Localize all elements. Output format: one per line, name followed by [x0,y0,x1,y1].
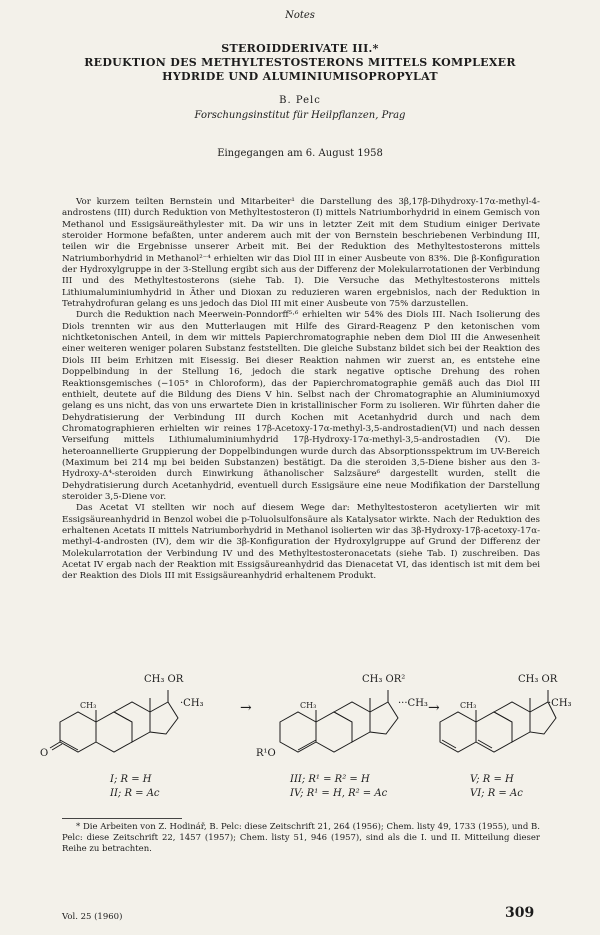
s3-ring-label: CH₃ [460,701,477,710]
page-number: 309 [505,905,535,921]
carbonyl-bond [50,742,60,748]
running-header: Notes [285,10,315,21]
paragraph-3: Das Acetat VI stellten wir noch auf diesem Wege dar: Methyltestosteron acetylierten wir mit Essigsäureanhydrid in Benzol wobei die p-Toluolsulfonsäure als Katalysator wirkte. Nach der Reduktion des erhaltenen Acetats II mittels Natriumborhydrid in Methanol isolierten wir das 3β-Hydroxy-17β-acetoxy-17α-methyl-4-androsten (IV), dem wir die 3β-Konfiguration der Hydroxylgruppe auf Grund der Differenz der Molekularrotation der Verbindung IV und des Methyltestosteronacetats (siehe Tab. I) zuschreiben. Das Acetat IV ergab nach der Reaktion mit Essigsäureanhydrid das Dienacetat VI, das identisch ist mit dem bei der Reaktion des Diols III mit Essigsäureanhydrid erhaltenem Produkt. [62,503,540,582]
s2-top-label: CH₃ OR² [362,674,406,685]
footnote-divider [62,818,182,819]
s2-caption-1: III; R¹ = R² = H [290,774,370,785]
ring-b [96,712,132,752]
ring-a [60,712,96,752]
title-line-1: STEROIDDERIVATE III.* [221,42,379,55]
chemical-structures [40,660,572,815]
structure-2 [280,690,398,752]
ring-c [114,702,150,742]
volume-info: Vol. 25 (1960) [62,912,123,922]
received-date: Eingegangen am 6. August 1958 [217,148,383,159]
structure-3 [440,690,556,752]
s3-caption-2: VI; R = Ac [470,788,523,799]
s1-caption-1: I; R = H [110,774,152,785]
structure-1 [50,690,178,752]
s1-caption-2: II; R = Ac [110,788,160,799]
s3-side-label: ·CH₃ [548,698,572,709]
article-body [62,197,540,583]
s1-left-label: O [40,748,49,759]
s1-top-label: CH₃ OR [144,674,184,685]
s2-caption-2: IV; R¹ = H, R² = Ac [290,788,388,799]
article-title [60,42,540,84]
s3-caption-1: V; R = H [470,774,514,785]
author-name: B. Pelc [279,95,321,106]
s2-left-label: R¹O [256,748,276,759]
s1-ring-label: CH₃ [80,701,97,710]
ring-d [150,702,178,734]
title-line-2: REDUKTION DES METHYLTESTOSTERONS MITTELS KOMPLEXER [84,56,516,69]
s2-ring-label: CH₃ [300,701,317,710]
reaction-arrow-1: → [240,700,252,716]
title-line-3: HYDRIDE UND ALUMINIUMISOPROPYLAT [162,70,438,83]
s2-side-label: ···CH₃ [398,698,428,709]
double-bond-c4 [60,740,78,750]
paragraph-2: Durch die Reduktion nach Meerwein-Ponndorff⁵·⁶ erhielten wir 54% des Diols III. Nach Isolierung des Diols trennten wir aus den Mutterlaugen mit Hilfe des Girard-Reagenz P den ketonischen vom nichtketonischen Anteil, in dem wir mittels Papierchromatographie neben dem Diol III die Anwesenheit einer weiteren weniger polaren Substanz feststellten. Die gleiche Substanz bildet sich bei der Reaktion des Diols III beim Erhitzen mit Eisessig. Bei dieser Reaktion nahmen wir zuerst an, es entstehe eine Doppelbindung in der Stellung 16, jedoch die stark negative optische Drehung des rohen Reaktionsgemisches (−105° in Chloroform), das der Papierchromatographie gemäß auch das Diol III enthielt, deutete auf die Bildung des Diens V hin. Selbst nach der Chromatographie an Aluminiumoxyd gelang es uns nicht, das von uns erwartete Dien in kristallinischer Form zu isolieren. Wir führten daher die Dehydratisierung der Verbindung III durch Kochen mit Acetanhydrid durch und nach dem Chromatographieren erhielten wir reines 17β-Acetoxy-17α-methyl-3,5-androstadien(VI) und nach dessen Verseifung mittels Lithiumaluminiumhydrid 17β-Hydroxy-17α-methyl-3,5-androstadien (V). Die heteroannellierte Gruppierung der Doppelbindungen wurde durch das Absorptionsspektrum im UV-Bereich (Maximum bei 214 mμ bei beiden Substanzen) bestätigt. Da die steroiden 3,5-Diene bisher aus den 3-Hydroxy-Δ⁴-steroiden durch Einwirkung äthanolischer Salzsäure⁶ dargestellt wurden, stellt die Dehydratisierung durch Acetanhydrid, eventuell durch Essigsäure eine neue Modifikation der Darstellung steroider 3,5-Diene vor. [62,310,540,502]
paragraph-1: Vor kurzem teilten Bernstein und Mitarbeiter¹ die Darstellung des 3β,17β-Dihydroxy-17α-methyl-4-androstens (III) durch Reduktion von Methyltestosteron (I) mittels Natriumborhydrid in einem Gemisch von Methanol und Essigsäureäthylester mit. Da wir uns in letzter Zeit mit dem Studium einiger Derivate steroider Hormone befaßten, unter anderem auch mit der von Bernstein beschriebenen Verbindung III, teilen wir die Ergebnisse unserer Arbeit mit. Bei der Reduktion des Methyltestosterons mittels Natriumborhydrid in Methanol²⁻⁴ erhielten wir das Diol III in einer Ausbeute von 83%. Die β-Konfiguration der Hydroxylgruppe in der 3-Stellung ergibt sich aus der Differenz der Molekularrotationen der Verbindung III und des Methyltestosterons (siehe Tab. I). Die Versuche das Methyltestosterons mittels Lithiumaluminiumhydrid in Äther und Dioxan zu reduzieren waren ergebnislos, nach der Reduktion in Tetrahydrofuran gelang es uns jedoch das Diol III mit einer Ausbeute von 75% darzustellen. [62,197,540,310]
footnote: * Die Arbeiten von Z. Hodinář, B. Pelc: diese Zeitschrift 21, 264 (1956); Chem. listy 49, 1733 (1955), und B. Pelc: diese Zeitschrift 22, 1457 (1957); Chem. listy 51, 946 (1957), sind als die I. und II. Mitteilung dieser Reihe zu betrachten. [62,822,540,854]
reaction-arrow-2: → [428,700,440,716]
s3-top-label: CH₃ OR [518,674,558,685]
s1-side-label: ·CH₃ [180,698,204,709]
author-affiliation: Forschungsinstitut für Heilpflanzen, Prag [194,110,406,121]
